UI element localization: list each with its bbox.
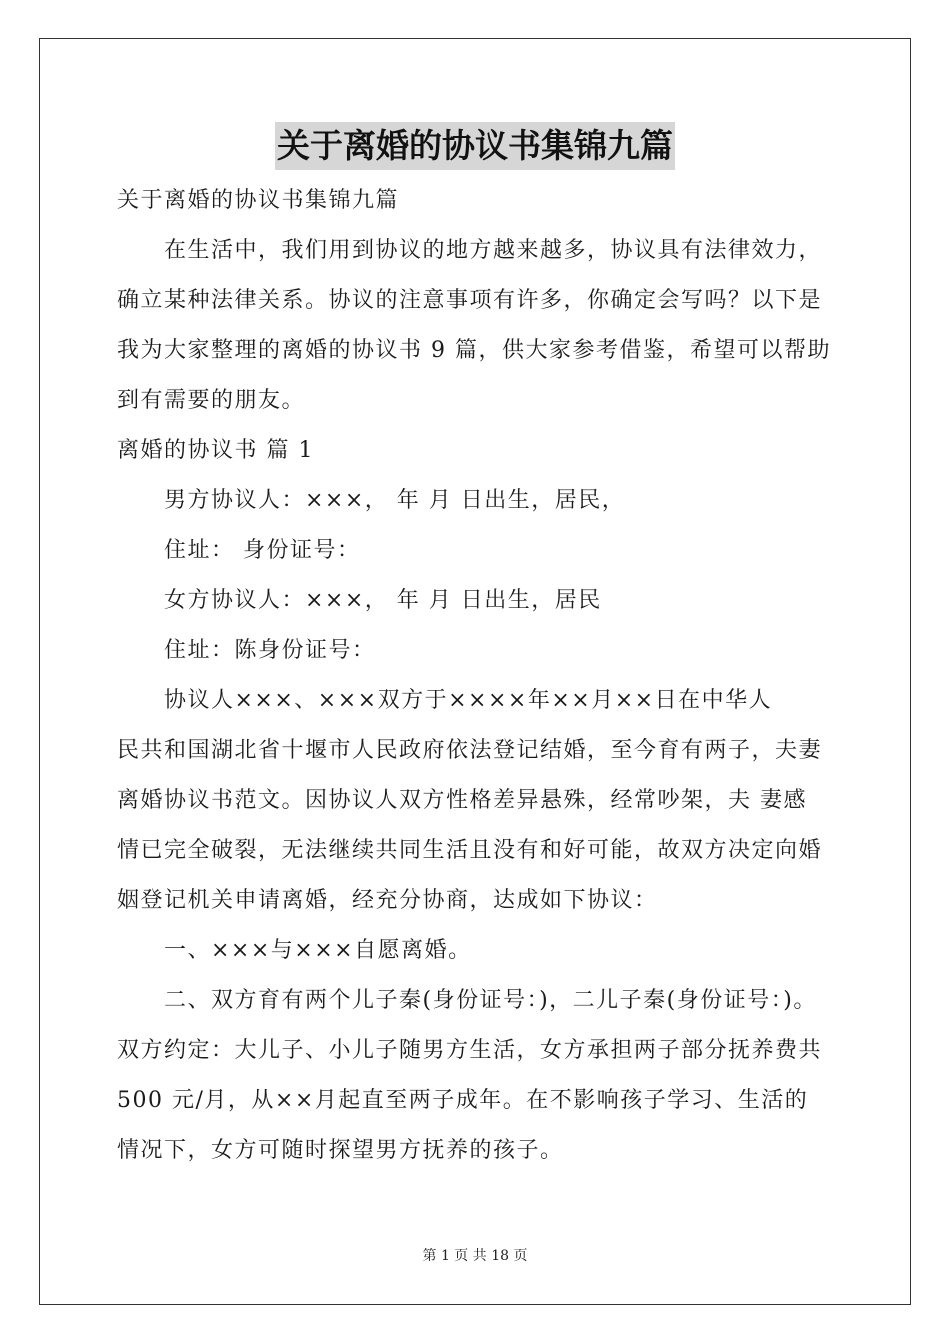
- paragraph-line: 情已完全破裂，无法继续共同生活且没有和好可能，故双方决定向婚: [117, 838, 823, 863]
- paragraph-line: 双方约定：大儿子、小儿子随男方生活，女方承担两子部分抚养费共: [117, 1038, 823, 1063]
- paragraph-line: 男方协议人：×××， 年 月 日出生，居民，: [164, 488, 626, 513]
- title-container: [0, 122, 950, 170]
- paragraph-line: 一、×××与×××自愿离婚。: [164, 938, 472, 963]
- paragraph-line: 住址： 身份证号：: [164, 538, 361, 563]
- paragraph-line: 在生活中，我们用到协议的地方越来越多，协议具有法律效力，: [164, 238, 823, 263]
- paragraph-line: 确立某种法律关系。协议的注意事项有许多，你确定会写吗？以下是: [117, 288, 823, 313]
- paragraph-line: 二、双方育有两个儿子秦(身份证号：)，二儿子秦(身份证号：)。: [164, 988, 817, 1013]
- section-heading: 离婚的协议书 篇 1: [117, 438, 314, 463]
- paragraph-line: 离婚协议书范文。因协议人双方性格差异悬殊，经常吵架，夫 妻感: [117, 788, 807, 813]
- paragraph-line: 我为大家整理的离婚的协议书 9 篇，供大家参考借鉴，希望可以帮助: [117, 338, 831, 363]
- paragraph-line: 情况下，女方可随时探望男方抚养的孩子。: [117, 1138, 564, 1163]
- paragraph-line: 住址：陈身份证号：: [164, 638, 376, 663]
- page-footer: 第 1 页 共 18 页: [422, 1248, 528, 1264]
- paragraph-line: 姻登记机关申请离婚，经充分协商，达成如下协议：: [117, 888, 658, 913]
- document-subtitle: 关于离婚的协议书集锦九篇: [117, 188, 400, 213]
- paragraph-line: 协议人×××、×××双方于××××年××月××日在中华人: [164, 688, 773, 713]
- paragraph-line: 到有需要的朋友。: [117, 388, 306, 413]
- paragraph-line: 民共和国湖北省十堰市人民政府依法登记结婚，至今育有两子，夫妻: [117, 738, 823, 763]
- paragraph-line: 500 元/月，从××月起直至两子成年。在不影响孩子学习、生活的: [117, 1088, 809, 1113]
- paragraph-line: 女方协议人：×××， 年 月 日出生，居民: [164, 588, 602, 613]
- document-title: 关于离婚的协议书集锦九篇: [275, 122, 675, 170]
